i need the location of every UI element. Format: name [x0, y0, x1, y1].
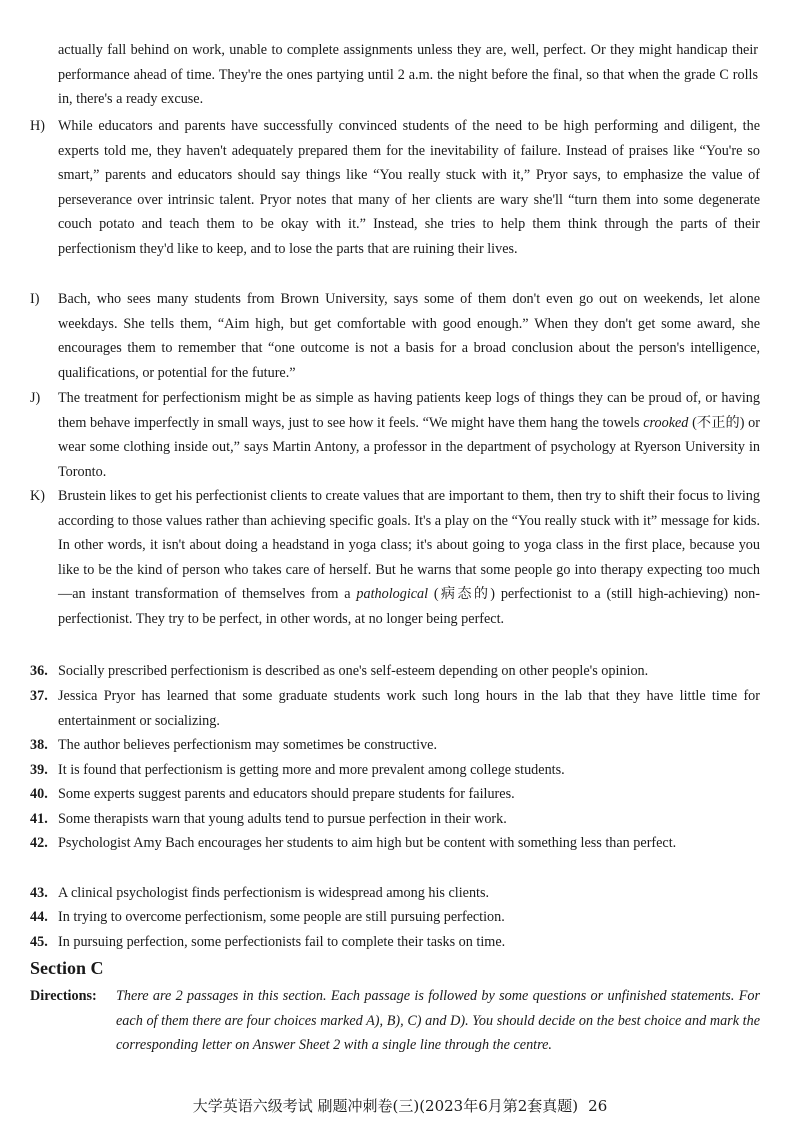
paragraph-h — [30, 114, 760, 262]
footer-title: 大学英语六级考试 刷题冲刺卷(三)(2023年6月第2套真题) — [192, 1097, 579, 1115]
question-number: 45. — [30, 934, 48, 950]
question-text: A clinical psychologist finds perfectionism is widespread among his clients. — [58, 885, 490, 901]
question-number: 40. — [30, 786, 48, 802]
paragraph-label: H) — [30, 118, 45, 134]
question-number: 39. — [30, 762, 48, 778]
question-40 — [30, 782, 760, 807]
paragraph-j — [30, 386, 760, 484]
paragraph-label: K) — [30, 488, 45, 504]
paragraph-text: While educators and parents have successfully convinced students of the need to be high performing and diligent, the experts told me, they haven't adequately prepared them for the inevitability of failure. Instead of praises like “You're so smart,” parents and educators should say things like “You really stuck with it,” Pryor says, to emphasize the value of perseverance over intrinsic talent. Pryor notes that many of her clients are wary she'll “turn them into some degenerate couch potato and teach them to be okay with it.” Instead, she tries to help them think through the parts of their perfectionism they'd like to keep, and to lose the parts that are ruining their lives. — [58, 118, 760, 257]
directions-text: There are 2 passages in this section. Each passage is followed by some questions or unfinished statements. For each of them there are four choices marked A), B), C) and D). You should decide on the best choice and mark the corresponding letter on Answer Sheet 2 with a single line through the centre. — [116, 988, 760, 1054]
question-38 — [30, 733, 760, 758]
paragraph-label: I) — [30, 291, 40, 307]
question-text: In trying to overcome perfectionism, some people are still pursuing perfection. — [58, 909, 505, 925]
italic-term: pathological — [356, 586, 429, 603]
paragraph-text: The treatment for perfectionism might be as simple as having patients keep logs of things they can be proud of, or having them behave imperfectly in small ways, just to see how it feels. “We might have them hang the towels crooked (不正的) or wear some clothing inside out,” says Martin Antony, a professor in the department of psychology at Ryerson University in Toronto. — [58, 390, 760, 480]
page-number: 26 — [588, 1097, 608, 1115]
question-45 — [30, 930, 760, 955]
question-text: The author believes perfectionism may sometimes be constructive. — [58, 737, 438, 753]
paragraph-i — [30, 287, 760, 385]
paragraph-text: Bach, who sees many students from Brown University, says some of them don't even go out on weekends, let alone weekdays. She tells them, “Aim high, but get comfortable with good enough.” When they don't get some award, she encourages them to remember that “one outcome is not a basis for a broad conclusion about the person's intelligence, qualifications, or potential for the future.” — [58, 291, 760, 381]
question-text: Socially prescribed perfectionism is described as one's self-esteem depending on other people's opinion. — [58, 663, 649, 679]
question-number: 36. — [30, 663, 48, 679]
question-text: It is found that perfectionism is getting more and more prevalent among college students. — [58, 762, 565, 778]
question-44 — [30, 905, 760, 930]
question-text: In pursuing perfection, some perfectionists fail to complete their tasks on time. — [58, 934, 506, 950]
question-number: 41. — [30, 811, 48, 827]
directions — [30, 984, 760, 1058]
question-text: Jessica Pryor has learned that some graduate students work such long hours in the lab that they have little time for entertainment or socializing. — [58, 688, 760, 729]
page-footer — [0, 1096, 800, 1116]
question-number: 37. — [30, 688, 48, 704]
continuation-paragraph: actually fall behind on work, unable to complete assignments unless they are, well, perfect. Or they might handicap their performance ahead of time. They're the ones partying until 2 a.m. the night before the final, so that when the grade C rolls in, there's a ready excuse. — [58, 42, 758, 108]
question-43 — [30, 881, 760, 906]
question-text: Some experts suggest parents and educators should prepare students for failures. — [58, 786, 515, 802]
question-text: Some therapists warn that young adults tend to pursue perfection in their work. — [58, 811, 507, 827]
question-39 — [30, 758, 760, 783]
question-number: 42. — [30, 835, 48, 851]
question-number: 43. — [30, 885, 48, 901]
paragraph-text: Brustein likes to get his perfectionist clients to create values that are important to them, then try to shift their focus to living according to those values rather than achieving specific goals. It's a play on the “You really stuck with it” message for kids. In other words, it isn't about doing a headstand in yoga class; it's about going to yoga class in the first place, because you like to be the kind of person who takes care of herself. But he warns that some people go into therapy expecting too much—an instant transformation of themselves from a pathological (病态的) perfectionist to a (still high-achieving) non-perfectionist. They try to be perfect, in other words, at no longer being perfect. — [58, 488, 760, 627]
question-36 — [30, 659, 760, 684]
section-heading: Section C — [30, 958, 104, 978]
paragraph-k — [30, 484, 760, 632]
question-42 — [30, 831, 760, 856]
question-number: 44. — [30, 909, 48, 925]
italic-term: crooked — [643, 414, 689, 431]
question-number: 38. — [30, 737, 48, 753]
question-41 — [30, 807, 760, 832]
question-37 — [30, 684, 760, 733]
directions-label: Directions: — [30, 988, 97, 1004]
question-text: Psychologist Amy Bach encourages her students to aim high but be content with something less than perfect. — [58, 835, 677, 851]
paragraph-label: J) — [30, 390, 41, 406]
